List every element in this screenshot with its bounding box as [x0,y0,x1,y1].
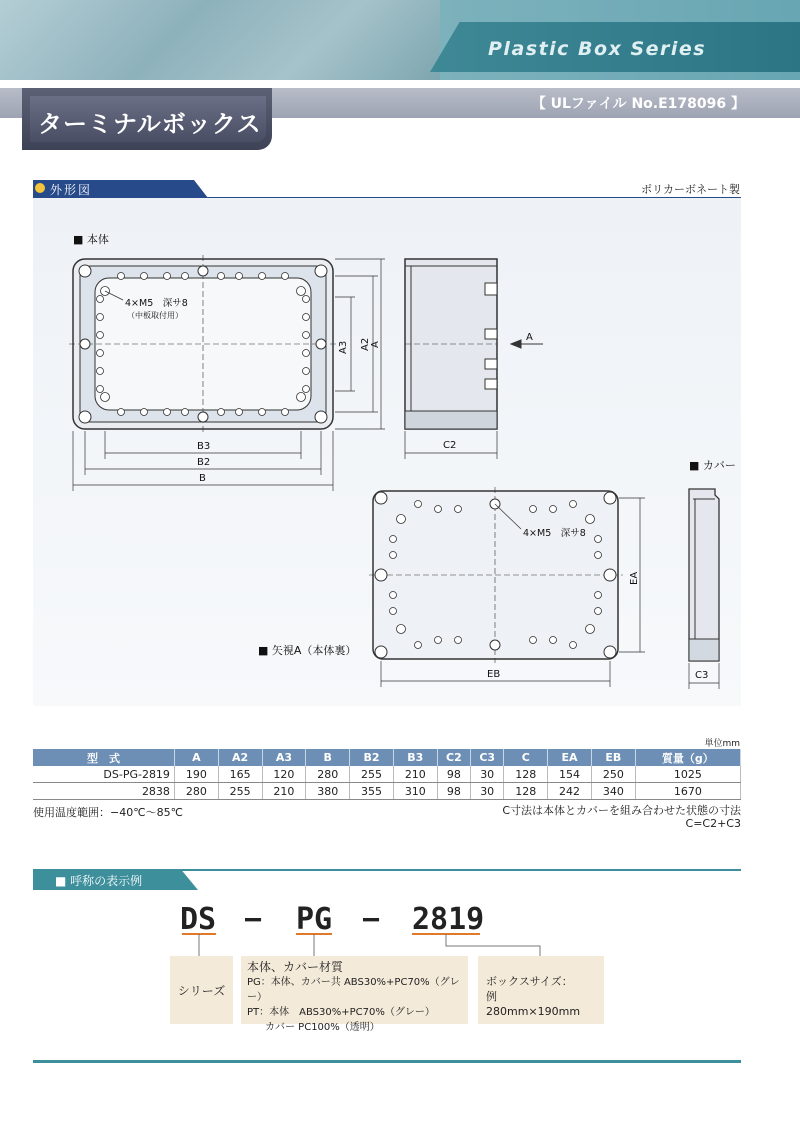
table-cell: 128 [504,783,548,800]
table-cell: 128 [504,766,548,783]
spec-header-1: A [174,749,218,766]
table-cell: 1025 [635,766,740,783]
dim-eb: EB [487,669,501,680]
spec-body [33,766,741,800]
spec-header-10: EA [548,749,592,766]
table-cell: 210 [393,766,437,783]
table-cell: 250 [591,766,635,783]
dim-c2: C2 [443,440,457,451]
table-cell: 310 [393,783,437,800]
table-row [33,766,741,783]
table-cell: 165 [218,766,262,783]
spec-header-11: EB [591,749,635,766]
material-title: 本体、カバー材質 [247,960,344,974]
dimension-c-note-line2: C=C2+C3 [685,817,741,830]
connector-size [446,934,540,956]
table-cell: 190 [174,766,218,783]
dim-a: A [370,341,381,348]
section-title-designation: ■ 呼称の表示例 [55,874,143,888]
table-cell: 380 [306,783,350,800]
size-box [478,956,604,1024]
spec-header-4: B [306,749,350,766]
table-cell: 154 [548,766,592,783]
table-row [33,783,741,800]
table-cell: 1670 [635,783,740,800]
header-photo [0,0,440,80]
label-cover: ■ カバー [689,459,736,472]
table-cell: 2838 [33,783,174,800]
dim-b2: B2 [197,457,211,468]
body-front-view [69,255,385,491]
ul-file-number: 【 ULファイル No.E178096 】 [531,96,745,112]
table-cell: 98 [437,783,470,800]
table-cell: 280 [174,783,218,800]
dim-a2: A2 [360,337,371,351]
label-view-a: ■ 矢視A（本体裏） [258,644,357,657]
material-note: ポリカーボネート製 [641,183,740,196]
bullet-dot-icon [35,183,45,193]
dim-c3: C3 [695,670,709,681]
table-cell: 280 [306,766,350,783]
section-title-outline: 外形図 [50,183,93,197]
dim-ea: EA [629,571,640,585]
spec-header-0: 型 式 [33,749,174,766]
spec-header-6: B3 [393,749,437,766]
code-size: 2819 [412,902,485,937]
body-side-view [405,259,543,459]
code-dash-2: − [362,902,381,937]
spec-header-8: C3 [471,749,504,766]
code-pg: PG [296,902,333,937]
dim-b3: B3 [197,441,211,452]
dimension-c-note-line1: C寸法は本体とカバーを組み合わせた状態の寸法 [502,804,741,817]
spec-header-row [33,749,741,766]
hole-note-body: （中板取付用） [127,311,183,320]
material-pt-cover: カバー PC100%（透明） [265,1022,380,1033]
table-cell: 340 [591,783,635,800]
temperature-note: 使用温度範囲：−40℃〜85℃ [33,806,183,819]
table-cell: 30 [471,783,504,800]
series-title: Plastic Box Series [488,38,707,60]
technical-drawing [33,199,741,706]
series-box [170,956,233,1024]
cover-side-view [689,489,719,689]
spec-header-2: A2 [218,749,262,766]
table-cell: 355 [350,783,394,800]
label-body: ■ 本体 [73,233,109,246]
spec-header-9: C [504,749,548,766]
spec-header-12: 質量（g） [635,749,740,766]
series-label: シリーズ [177,984,226,998]
table-cell: 98 [437,766,470,783]
table-cell: 30 [471,766,504,783]
table-cell: 120 [262,766,306,783]
material-pg: PG：本体、カバー共 ABS30%+PC70%（グレー） [247,977,460,1003]
code-dash-1: − [244,902,263,937]
spec-table [33,749,741,800]
table-cell: DS-PG-2819 [33,766,174,783]
material-box [241,956,468,1033]
table-cell: 255 [218,783,262,800]
footer-divider [33,1060,741,1063]
spec-header-5: B2 [350,749,394,766]
table-cell: 255 [350,766,394,783]
hole-label-back: 4×M5 深サ8 [523,528,586,539]
page-title: ターミナルボックス [38,110,262,138]
spec-header-7: C2 [437,749,470,766]
code-ds: DS [180,902,217,937]
size-example: 例 280mm×190mm [486,990,581,1018]
dim-b: B [199,473,206,484]
arrow-a-label: A [526,332,533,343]
table-cell: 210 [262,783,306,800]
unit-label: 単位mm [704,739,740,749]
dim-a3: A3 [338,340,349,354]
dimension-c-note [420,804,741,830]
size-title: ボックスサイズ： [486,975,573,988]
body-back-view [369,487,645,687]
material-pt-body: PT：本体 ABS30%+PC70%（グレー） [247,1007,435,1018]
spec-header-3: A3 [262,749,306,766]
table-cell: 242 [548,783,592,800]
hole-label-body: 4×M5 深サ8 [125,298,188,309]
